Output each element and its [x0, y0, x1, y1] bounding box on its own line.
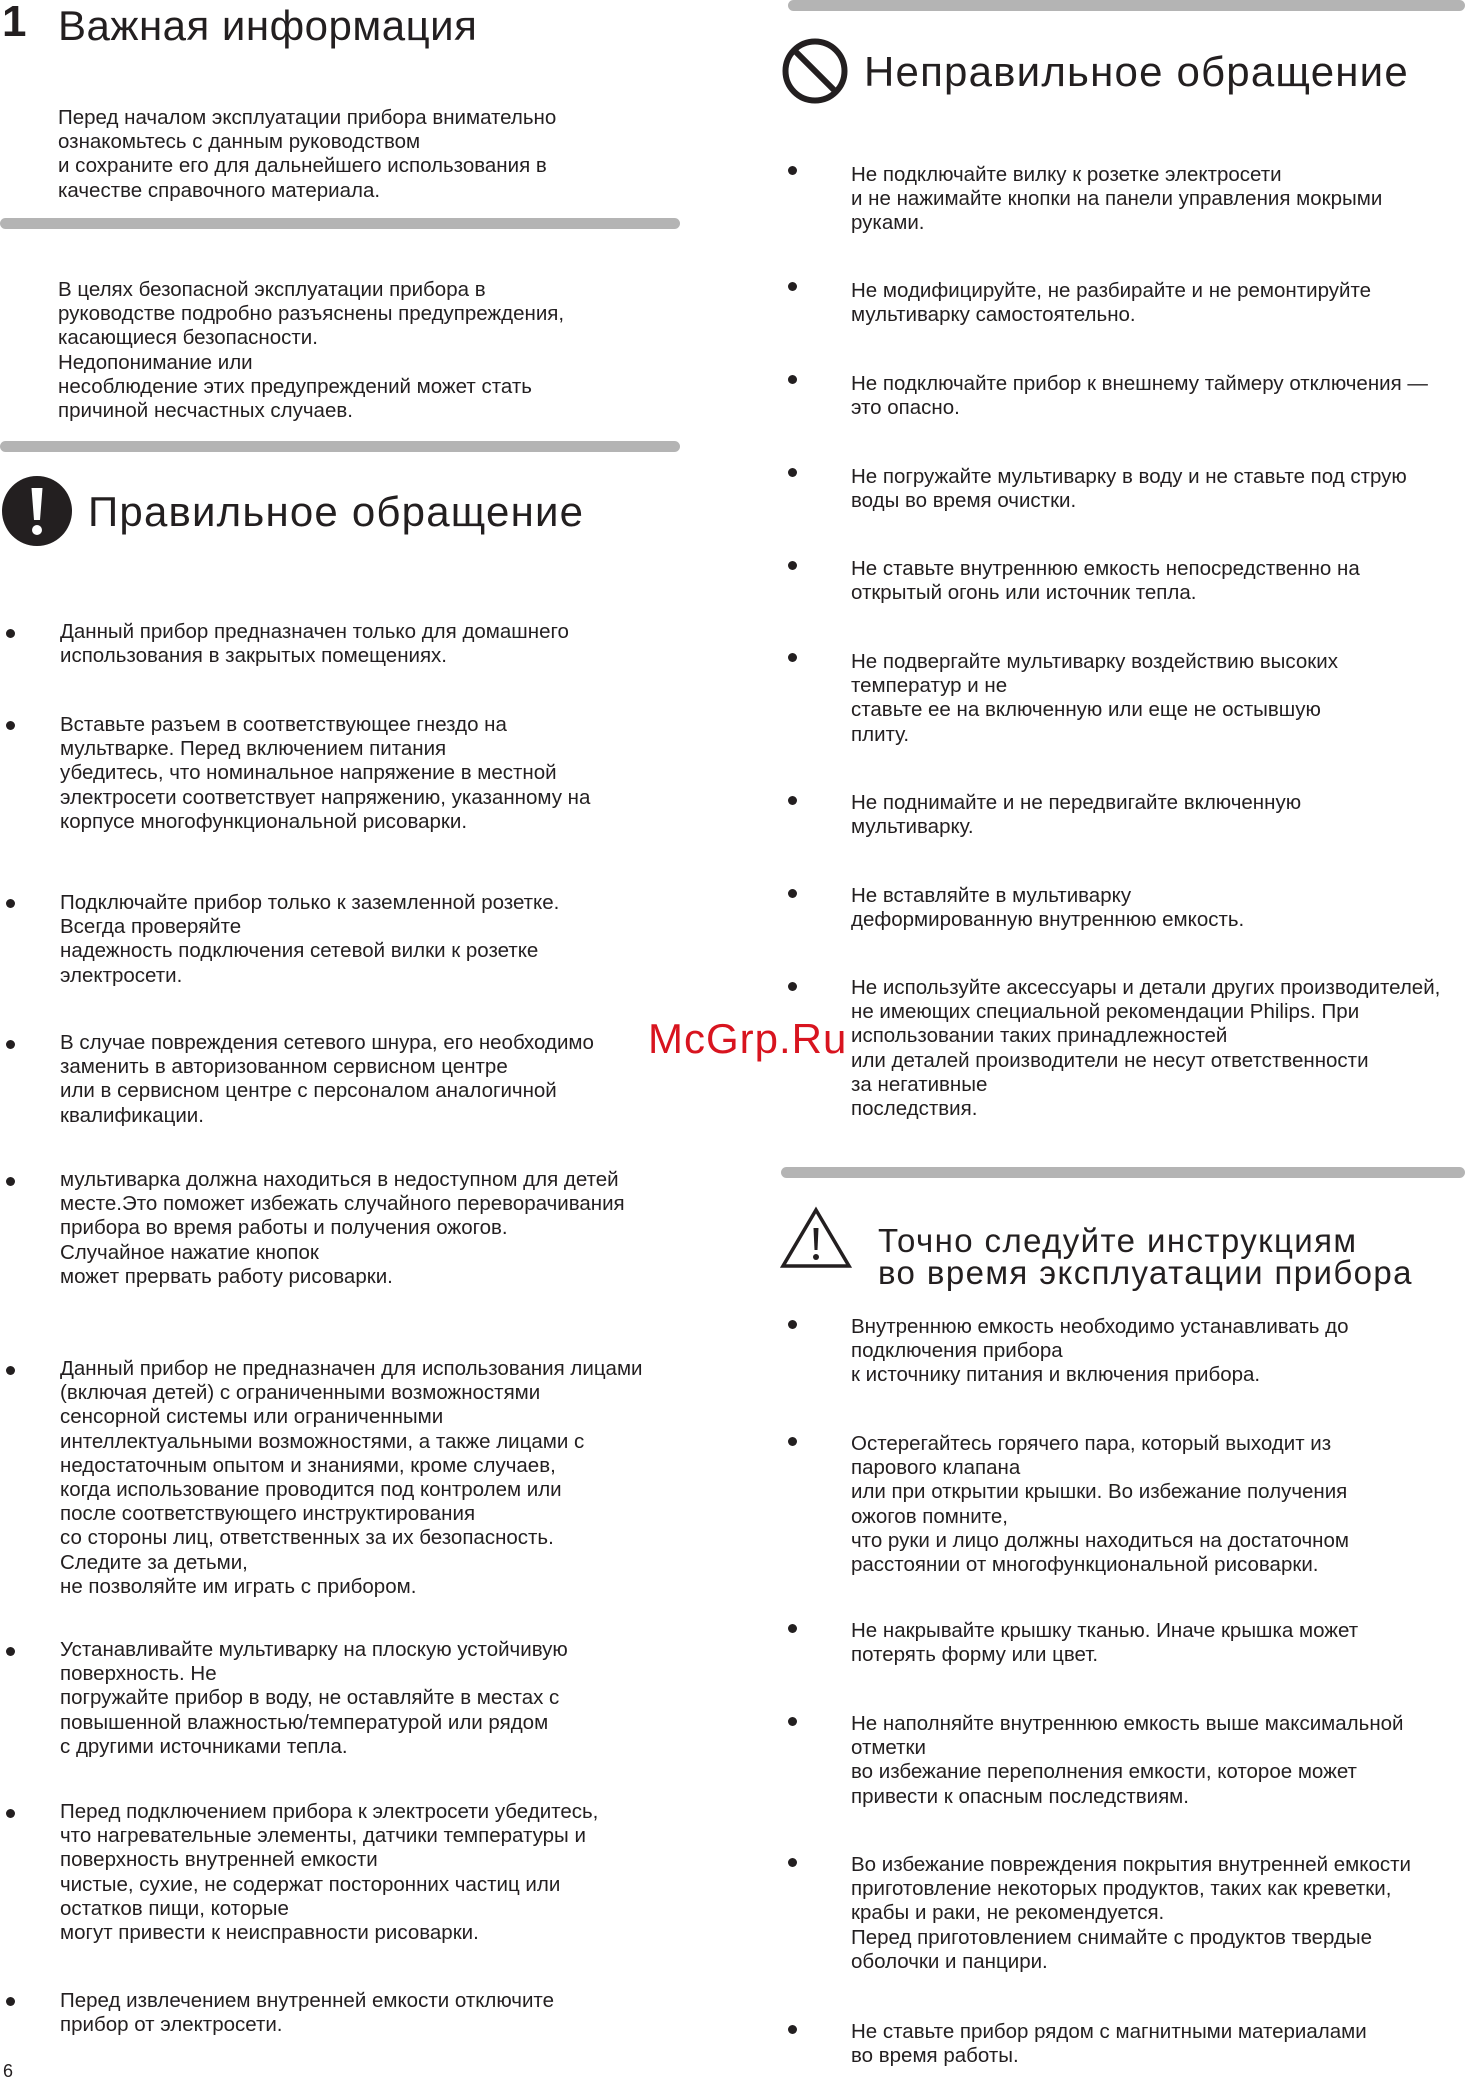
list-item: В случае повреждения сетевого шнура, его необходимо заменить в авторизованном сервисном центре или в сервисном центре с персоналом аналогичной квалификации. — [60, 1031, 594, 1127]
section-divider — [0, 218, 680, 229]
bullet-icon — [788, 1320, 797, 1329]
watermark: McGrp.Ru — [648, 1015, 848, 1062]
bullet-icon — [6, 1366, 15, 1375]
bullet-icon — [788, 1717, 797, 1726]
bullet-icon — [6, 629, 15, 638]
bullet-icon — [788, 375, 797, 384]
list-item: Не используйте аксессуары и детали других производителей, не имеющих специальной рекомендации Philips. При использовании таких принадлежностей или деталей производители не несут ответственности за негативные последствия. — [851, 976, 1441, 1121]
list-item: Внутреннюю емкость необходимо устанавливать до подключения прибора к источнику питания и включения прибора. — [851, 1315, 1349, 1387]
chapter-title: Важная информация — [58, 2, 478, 49]
list-item: мультиварка должна находиться в недоступном для детей месте.Это поможет избежать случайного переворачивания прибора во время работы и получения ожогов. Случайное нажатие кнопок может прервать работу рисоварки. — [60, 1168, 625, 1288]
section-divider — [781, 1167, 1465, 1178]
list-item: Не погружайте мультиварку в воду и не ставьте под струю воды во время очистки. — [851, 465, 1407, 513]
list-item: Не вставляйте в мультиварку деформированную внутреннюю емкость. — [851, 884, 1245, 932]
bullet-icon — [6, 1647, 15, 1656]
list-item: Перед подключением прибора к электросети убедитесь, что нагревательные элементы, датчики температуры и поверхность внутренней емкости чистые, сухие, не содержат посторонних частиц или остатков пищи, которые могут привести к неисправности рисоварки. — [60, 1800, 599, 1945]
list-item: Вставьте разъем в соответствующее гнездо на мультварке. Перед включением питания убедитесь, что номинальное напряжение в местной электросети соответствует напряжению, указанному на корпусе многофункциональной рисоварки. — [60, 713, 591, 833]
bullet-icon — [6, 721, 15, 730]
bullet-icon — [788, 1437, 797, 1446]
list-item: Не модифицируйте, не разбирайте и не ремонтируйте мультиварку самостоятельно. — [851, 279, 1372, 327]
intro-paragraph-2: В целях безопасной эксплуатации прибора в руководстве подробно разъяснены предупреждения, касающиеся безопасности. Недопонимание или несоблюдение этих предупреждений может стать причиной несчастных случаев. — [58, 278, 565, 423]
section-divider — [788, 0, 1465, 11]
list-item: Не подключайте вилку к розетке электросети и не нажимайте кнопки на панели управления мокрыми руками. — [851, 163, 1383, 235]
exclamation-icon — [2, 476, 72, 546]
bullet-icon — [788, 796, 797, 805]
bullet-icon — [788, 2025, 797, 2034]
bullet-icon — [6, 1177, 15, 1186]
bullet-icon — [788, 166, 797, 175]
bullet-icon — [788, 1624, 797, 1633]
section-title-incorrect: Неправильное обращение — [864, 48, 1409, 95]
list-item: Не наполняйте внутреннюю емкость выше максимальной отметки во избежание переполнения емкости, которое может привести к опасным последствиям. — [851, 1712, 1404, 1808]
bullet-icon — [788, 561, 797, 570]
list-item: Не подключайте прибор к внешнему таймеру отключения — это опасно. — [851, 372, 1428, 420]
bullet-icon — [6, 1997, 15, 2006]
bullet-icon — [788, 468, 797, 477]
bullet-icon — [788, 889, 797, 898]
list-item: Не накрывайте крышку тканью. Иначе крышка может потерять форму или цвет. — [851, 1619, 1359, 1667]
list-item: Данный прибор предназначен только для домашнего использования в закрытых помещениях. — [60, 620, 569, 668]
list-item: Остерегайтесь горячего пара, который выходит из парового клапана или при открытии крышки. Во избежание получения ожогов помните, что руки и лицо должны находиться на достаточном расстоянии от многофункциональной рисоварки. — [851, 1432, 1349, 1577]
list-item: Не ставьте прибор рядом с магнитными материалами во время работы. — [851, 2020, 1367, 2068]
bullet-icon — [788, 653, 797, 662]
list-item: Данный прибор не предназначен для использования лицами (включая детей) с ограниченными возможностями сенсорной системы или ограниченными интеллектуальными возможностями, а также лицами с недостаточным опытом и знаниями, кроме случаев, когда использование проводится под контролем или после соответствующего инструктирования со стороны лиц, ответственных за их безопасность. Следите за детьми, не позволяйте им играть с прибором. — [60, 1357, 643, 1598]
chapter-number: 1 — [2, 0, 27, 46]
list-item: Во избежание повреждения покрытия внутренней емкости приготовление некоторых продуктов, таких как креветки, крабы и раки, не рекомендуется. Перед приготовлением снимайте с продуктов твердые оболочки и панцири. — [851, 1853, 1411, 1973]
list-item: Подключайте прибор только к заземленной розетке. Всегда проверяйте надежность подключения сетевой вилки к розетке электросети. — [60, 891, 560, 987]
bullet-icon — [6, 1040, 15, 1049]
section-title-follow: Точно следуйте инструкциям во время эксплуатации прибора — [878, 1222, 1413, 1291]
list-item: Не ставьте внутреннюю емкость непосредственно на открытый огонь или источник тепла. — [851, 557, 1360, 605]
list-item: Устанавливайте мультиварку на плоскую устойчивую поверхность. Не погружайте прибор в воду, не оставляйте в местах с повышенной влажностью/температурой или рядом с другими источниками тепла. — [60, 1638, 568, 1758]
bullet-icon — [788, 982, 797, 991]
warning-triangle-icon — [780, 1206, 852, 1270]
prohibited-icon — [782, 38, 848, 104]
list-item: Не подвергайте мультиварку воздействию высоких температур и не ставьте ее на включенную или еще не остывшую плиту. — [851, 650, 1338, 746]
section-divider — [0, 441, 680, 452]
bullet-icon — [788, 282, 797, 291]
bullet-icon — [6, 1809, 15, 1818]
list-item: Не поднимайте и не передвигайте включенную мультиварку. — [851, 791, 1302, 839]
bullet-icon — [6, 899, 15, 908]
list-item: Перед извлечением внутренней емкости отключите прибор от электросети. — [60, 1989, 554, 2037]
section-title-correct: Правильное обращение — [88, 488, 585, 535]
bullet-icon — [788, 1858, 797, 1867]
page-number: 6 — [3, 2061, 14, 2081]
intro-paragraph-1: Перед началом эксплуатации прибора внимательно ознакомьтесь с данным руководством и сохраните его для дальнейшего использования в качестве справочного материала. — [58, 106, 557, 202]
